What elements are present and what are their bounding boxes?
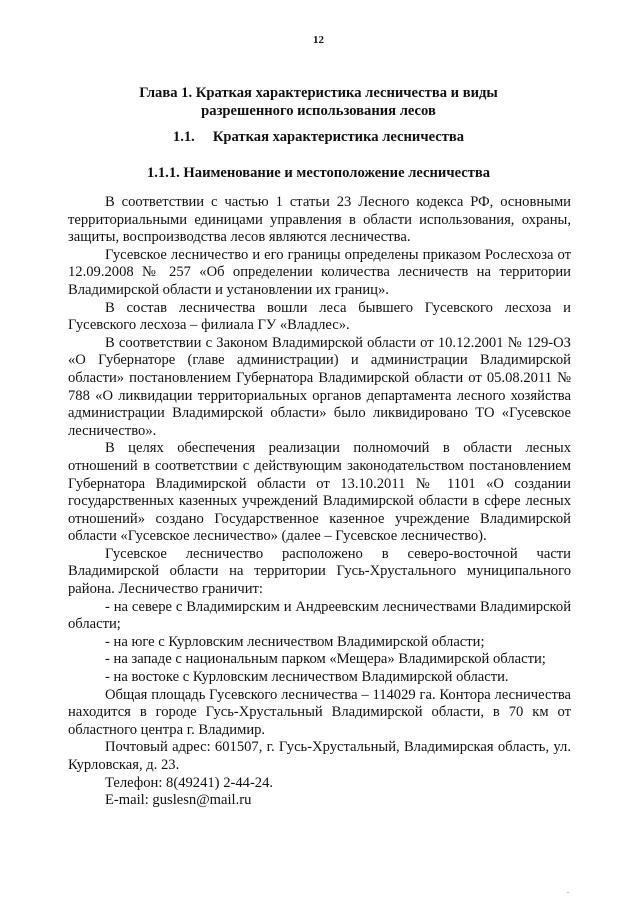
paragraph-boundaries-order: Гусевское лесничество и его границы определены приказом Рослесхоза от 12.09.2008 № 257 «Об определении количества лесничеств на территории Владимирской области и установлении их границ». xyxy=(68,246,571,298)
list-item-west: - на западе с национальным парком «Мещера» Владимирской области; xyxy=(105,651,546,668)
section-number: 1.1. xyxy=(172,129,195,145)
list-item-south: - на юге с Курловским лесничеством Владимирской области; xyxy=(105,633,485,650)
subsection-heading: 1.1.1. Наименование и местоположение лесничества xyxy=(146,165,491,181)
scan-mark: . xyxy=(567,886,569,895)
list-item-north: - на севере с Владимирским и Андреевским лесничествами Владимирской области; xyxy=(68,598,571,633)
paragraph-legal-basis: В соответствии с частью 1 статьи 23 Лесного кодекса РФ, основными территориальными единицами управления в области использования, охраны, защиты, воспроизводства лесов являются лесничества. xyxy=(68,194,571,246)
list-item-east: - на востоке с Курловским лесничеством Владимирской области. xyxy=(105,669,509,686)
chapter-heading xyxy=(0,84,637,120)
paragraph-phone: Телефон: 8(49241) 2-44-24. xyxy=(105,774,274,791)
paragraph-liquidation: В соответствии с Законом Владимирской области от 10.12.2001 № 129-ОЗ «О Губернаторе (главе администрации) и администрации Владимирской области» постановлением Губернатора Владимирской области от 05.08.2011 № 788 «О ликвидации территориальных органов департамента лесного хозяйства администрации Владимирской области» было ликвидировано ТО «Гусевское лесничество». xyxy=(68,334,571,439)
page-number: 12 xyxy=(313,34,324,46)
paragraph-creation: В целях обеспечения реализации полномочий в области лесных отношений в соответствии с действующим законодательством постановлением Губернатора Владимирской области от 13.10.2011 № 1101 «О создании государственных казенных учреждений Владимирской области в сфере лесных отношений» создано Государственное казенное учреждение Владимирской области «Гусевское лесничество» (далее – Гусевское лесничество). xyxy=(68,440,571,545)
section-title: Краткая характеристика лесничества xyxy=(212,129,465,145)
section-heading xyxy=(0,128,637,146)
paragraph-composition: В состав лесничества вошли леса бывшего Гусевского лесхоза и Гусевского лесхоза – филиала ГУ «Владлес». xyxy=(68,299,571,334)
chapter-heading-line-1: Глава 1. Краткая характеристика лесничества и виды xyxy=(139,85,498,101)
paragraph-postal-address: Почтовый адрес: 601507, г. Гусь-Хрустальный, Владимирская область, ул. Курловская, д. 23. xyxy=(68,739,571,773)
chapter-heading-line-2: разрешенного использования лесов xyxy=(201,103,436,119)
paragraph-location: Гусевское лесничество расположено в северо-восточной части Владимирской области на территории Гусь-Хрустального муниципального района. Лесничество граничит: xyxy=(68,545,571,598)
body-text xyxy=(68,194,571,810)
paragraph-email: E-mail: guslesn@mail.ru xyxy=(105,792,252,809)
paragraph-area: Общая площадь Гусевского лесничества – 114029 га. Контора лесничества находится в городе Гусь-Хрустальный Владимирской области, в 70 км от областного центра г. Владимир. xyxy=(68,686,571,738)
